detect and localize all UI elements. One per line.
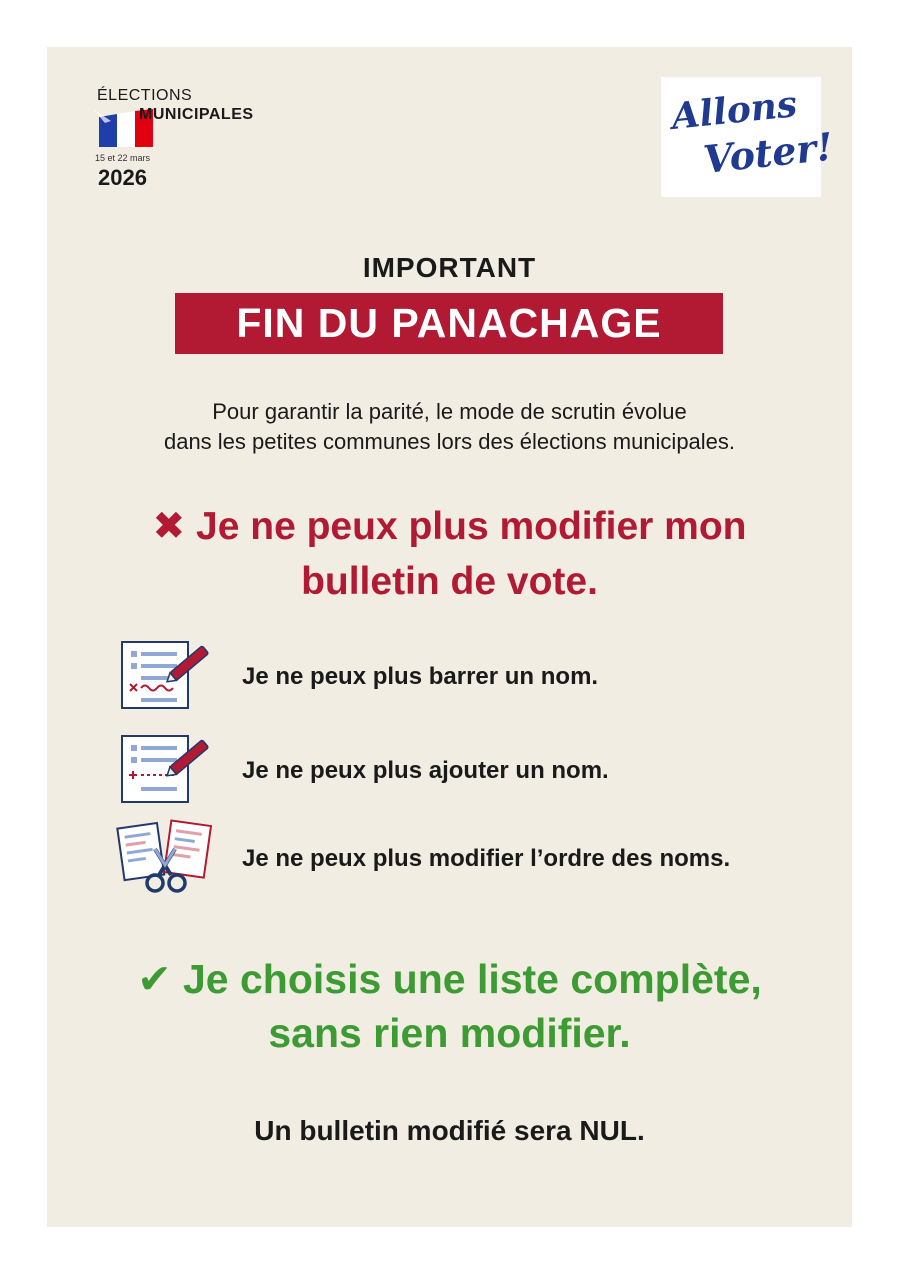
logo-year: 2026 — [98, 165, 147, 190]
logo-line-municipales: MUNICIPALES — [139, 106, 254, 123]
footer-prefix: Un bulletin modifié sera — [254, 1115, 580, 1146]
ok-line-1: Je choisis une liste complète, — [183, 956, 762, 1002]
rule-text: Je ne peux plus barrer un nom. — [242, 663, 599, 690]
cross-mark-icon: ✖ — [152, 505, 186, 548]
rule-item — [117, 731, 817, 811]
heading-title: FIN DU PANACHAGE — [236, 300, 662, 346]
intro-line-1: Pour garantir la parité, le mode de scrutin évolue — [212, 399, 687, 424]
rule-item — [117, 819, 817, 899]
ok-line-2: sans rien modifier. — [268, 1010, 631, 1056]
rule-text: Je ne peux plus modifier l’ordre des noms. — [242, 845, 731, 872]
logo-dates: 15 et 22 mars — [95, 153, 151, 163]
ballots-scissors-icon — [117, 819, 217, 899]
slogan-line1: Allons — [669, 83, 800, 138]
heading-banner — [175, 293, 723, 354]
warning-line-2: bulletin de vote. — [301, 560, 598, 603]
warning-statement — [47, 499, 852, 609]
ballot-strike-pen-icon — [117, 637, 217, 717]
ok-statement — [47, 952, 852, 1060]
intro-paragraph — [47, 397, 852, 457]
allons-voter-logo — [661, 77, 836, 197]
footer-warning — [47, 1115, 852, 1147]
heading-kicker: IMPORTANT — [362, 252, 537, 283]
poster — [47, 47, 852, 1227]
elections-logo — [97, 87, 297, 197]
intro-line-2: dans les petites communes lors des élections municipales. — [163, 429, 736, 454]
rule-text: Je ne peux plus ajouter un nom. — [242, 757, 609, 784]
footer-emphasis: NUL — [579, 1115, 637, 1146]
rule-item — [117, 637, 817, 717]
ballot-add-pen-icon — [117, 731, 217, 811]
logo-line-elections: ÉLECTIONS — [97, 87, 193, 104]
warning-line-1: Je ne peux plus modifier mon — [196, 505, 747, 548]
check-mark-icon: ✔ — [137, 956, 172, 1002]
slogan-line2: Voter! — [701, 123, 836, 182]
footer-suffix: . — [636, 1115, 645, 1146]
